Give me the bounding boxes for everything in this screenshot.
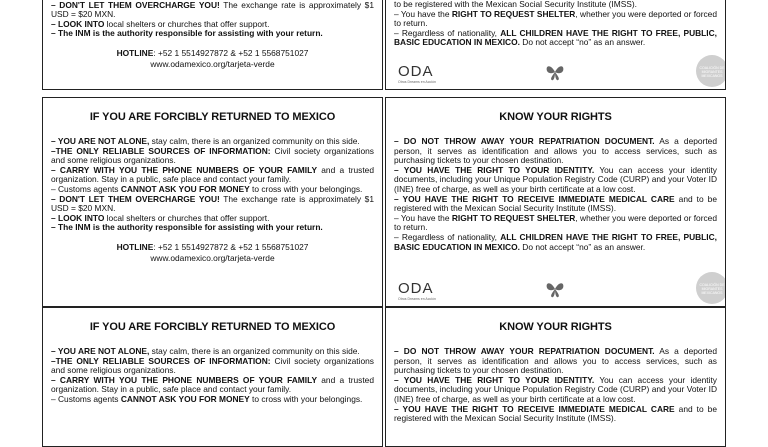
card-right-middle	[385, 97, 726, 307]
card-right-top	[385, 0, 726, 90]
logo-row	[398, 61, 726, 87]
item-6: – LOOK INTO local shelters or churches that offer support.	[51, 212, 270, 223]
item-3: – CARRY WITH YOU THE PHONE NUMBERS OF YOUR FAMILY and a trusted organization. Stay in a public, safe place and contact your family.	[51, 374, 374, 395]
website-url: www.odamexico.org/tarjeta-verde	[150, 252, 275, 263]
item-7: – The INM is the authority responsible for assisting with your return.	[51, 222, 323, 233]
item-5: – DON'T LET THEM OVERCHARGE YOU! The exchange rate is approximately $1 USD = $20 MXN.	[51, 193, 374, 214]
card-body	[43, 347, 382, 405]
card-title: KNOW YOUR RIGHTS	[499, 321, 612, 333]
item-5: – Regardless of nationality, ALL CHILDREN HAVE THE RIGHT TO FREE, PUBLIC, BASIC EDUCATION IN MEXICO. Do not accept “no” as an answer.	[394, 27, 717, 48]
card-title: IF YOU ARE FORCIBLY RETURNED TO MEXICO	[89, 321, 336, 333]
item-4: – You have the RIGHT TO REQUEST SHELTER, whether you were deported or forced to return.	[394, 8, 717, 29]
butterfly-logo-icon	[544, 278, 566, 300]
contact-block	[43, 242, 382, 264]
card-left-bottom	[42, 307, 383, 447]
card-left-top	[42, 0, 383, 90]
oda-logo: ODA Otros Dreams en Acción	[398, 280, 436, 301]
butterfly-logo-icon	[544, 61, 566, 83]
item-3: – YOU HAVE THE RIGHT TO RECEIVE IMMEDIATE MEDICAL CARE and to be registered with the Mexican Social Security Institute (IMSS).	[394, 403, 717, 424]
card-left-middle	[42, 97, 383, 307]
item-5: – DON'T LET THEM OVERCHARGE YOU! The exchange rate is approximately $1 USD = $20 MXN.	[51, 0, 374, 20]
contact-block	[43, 48, 382, 70]
website-url: www.odamexico.org/tarjeta-verde	[150, 58, 275, 69]
item-2: – YOU HAVE THE RIGHT TO YOUR IDENTITY. You can access your identity documents, including your Unique Population Registry Code (CURP) and your Voter ID (INE) free of charge, as well as your birth certificate at a low cost.	[394, 374, 717, 404]
card-right-bottom	[385, 307, 726, 447]
item-4: – Customs agents CANNOT ASK YOU FOR MONEY to cross with your belongings.	[51, 393, 363, 404]
card-body	[43, 0, 382, 39]
hotline-numbers: : +52 1 5514927872 & +52 1 5568751027	[153, 47, 309, 58]
hotline-label: HOTLINE	[116, 241, 154, 252]
card-title: IF YOU ARE FORCIBLY RETURNED TO MEXICO	[89, 111, 336, 123]
item-2: –THE ONLY RELIABLE SOURCES OF INFORMATION: Civil society organizations and some religious organizations.	[51, 145, 374, 166]
item-6: – LOOK INTO local shelters or churches that offer support.	[51, 18, 270, 29]
item-1: – YOU ARE NOT ALONE, stay calm, there is an organized community on this side.	[51, 346, 360, 356]
item-1: – DO NOT THROW AWAY YOUR REPATRIATION DOCUMENT. As a deported person, it serves as identification and allows you to access services, such as purchasing tickets to your chosen destination.	[394, 136, 717, 166]
item-5: – Regardless of nationality, ALL CHILDREN HAVE THE RIGHT TO FREE, PUBLIC, BASIC EDUCATION IN MEXICO. Do not accept “no” as an answer.	[394, 231, 717, 252]
item-3b: to be registered with the Mexican Social Security Institute (IMSS).	[394, 0, 637, 9]
card-body	[386, 0, 725, 48]
item-4: – Customs agents CANNOT ASK YOU FOR MONEY to cross with your belongings.	[51, 183, 363, 194]
item-2: –THE ONLY RELIABLE SOURCES OF INFORMATION: Civil society organizations and some religious organizations.	[51, 355, 374, 376]
coalition-logo: COALICIÓN DE MIGRANTES MEXICANOS	[696, 272, 726, 304]
logo-row	[398, 278, 726, 304]
coalition-logo: COALICIÓN DE MIGRANTES MEXICANOS	[696, 55, 726, 87]
item-3: – CARRY WITH YOU THE PHONE NUMBERS OF YOUR FAMILY and a trusted organization. Stay in a public, safe place and contact your family.	[51, 164, 374, 185]
card-body	[43, 137, 382, 233]
card-body	[386, 137, 725, 252]
item-7: – The INM is the authority responsible for assisting with your return.	[51, 28, 323, 39]
oda-logo: ODA Otros Dreams en Acción	[398, 63, 436, 84]
card-title: KNOW YOUR RIGHTS	[499, 111, 612, 123]
hotline-numbers: : +52 1 5514927872 & +52 1 5568751027	[153, 241, 309, 252]
card-body	[386, 347, 725, 424]
item-1: – DO NOT THROW AWAY YOUR REPATRIATION DOCUMENT. As a deported person, it serves as identification and allows you to access services, such as purchasing tickets to your chosen destination.	[394, 346, 717, 376]
item-1: – YOU ARE NOT ALONE, stay calm, there is an organized community on this side.	[51, 136, 360, 146]
item-4: – You have the RIGHT TO REQUEST SHELTER, whether you were deported or forced to return.	[394, 212, 717, 233]
item-2: – YOU HAVE THE RIGHT TO YOUR IDENTITY. You can access your identity documents, including your Unique Population Registry Code (CURP) and your Voter ID (INE) free of charge, as well as your birth certificate at a low cost.	[394, 164, 717, 194]
item-3: – YOU HAVE THE RIGHT TO RECEIVE IMMEDIATE MEDICAL CARE and to be registered with the Mexican Social Security Institute (IMSS).	[394, 193, 717, 214]
hotline-label: HOTLINE	[116, 47, 154, 58]
